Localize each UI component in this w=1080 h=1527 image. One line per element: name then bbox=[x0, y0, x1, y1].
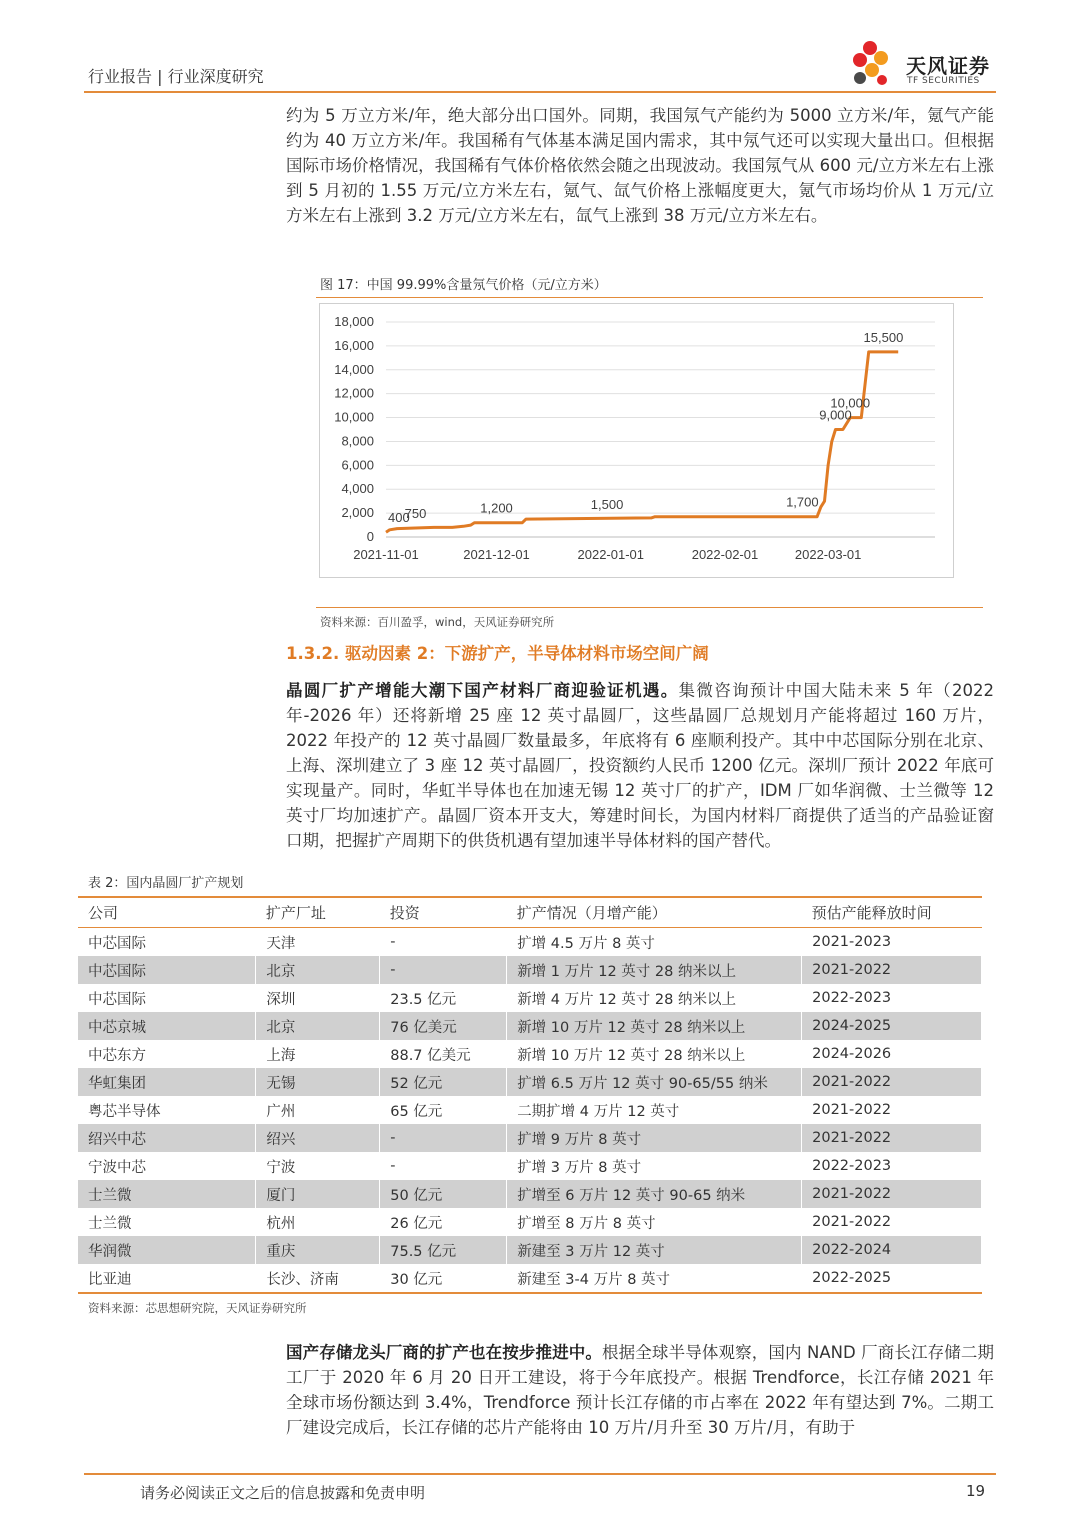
table-row bbox=[78, 928, 982, 957]
table-cell: 扩增至 8 万片 8 英寸 bbox=[507, 1208, 802, 1236]
table-cell: 2021-2022 bbox=[802, 1208, 982, 1236]
table-cell: 75.5 亿元 bbox=[380, 1236, 507, 1264]
table-cell: 扩增 9 万片 8 英寸 bbox=[507, 1124, 802, 1152]
table-row bbox=[78, 1236, 982, 1264]
table-cell: 新增 10 万片 12 英寸 28 纳米以上 bbox=[507, 1012, 802, 1040]
page-number: 19 bbox=[966, 1482, 986, 1500]
x-tick-label: 2022-03-01 bbox=[794, 547, 862, 562]
table-cell: 绍兴中芯 bbox=[78, 1124, 256, 1152]
table-row bbox=[78, 1264, 982, 1293]
logo-petal bbox=[854, 72, 866, 84]
table-cell: 52 亿元 bbox=[380, 1068, 507, 1096]
brand-name: 天风证券 bbox=[906, 54, 990, 78]
body-paragraph: 约为 5 万立方米/年，绝大部分出口国外。同期，我国氖气产能约为 5000 立方米/年，氪气产能约为 40 万立方米/年。我国稀有气体基本满足国内需求，其中氖气还可以实现大量出口。但根据国际市场价格情况，我国稀有气体价格依然会随之出现波动。我国氖气从 600 元/立方米左右上涨到 5 月初的 1.55 万元/立方米左右，氪气、氙气价格上涨幅度更大，氪气市场均价从 1 万元/立方米左右上涨到 3.2 万元/立方米左右，氙气上涨到 38 万元/立方米左右。 bbox=[286, 106, 994, 225]
table-cell: 绍兴 bbox=[256, 1124, 380, 1152]
table-cell: 2021-2023 bbox=[802, 928, 982, 957]
table-cell: 88.7 亿美元 bbox=[380, 1040, 507, 1068]
fab-expansion-table bbox=[78, 896, 982, 1294]
table-cell: 中芯国际 bbox=[78, 956, 256, 984]
table-cell: 新建至 3-4 万片 8 英寸 bbox=[507, 1264, 802, 1293]
data-label: 9,000 bbox=[819, 407, 852, 423]
logo-petal bbox=[863, 41, 877, 55]
table-cell: 50 亿元 bbox=[380, 1180, 507, 1208]
table-cell: 宁波中芯 bbox=[78, 1152, 256, 1180]
figure-title: 图 17：中国 99.99%含量氖气价格（元/立方米） bbox=[320, 278, 607, 293]
paragraph-lead: 晶圆厂扩产增能大潮下国产材料厂商迎验证机遇。 bbox=[286, 681, 679, 700]
table-cell: 76 亿美元 bbox=[380, 1012, 507, 1040]
table-cell: 新建至 3 万片 12 英寸 bbox=[507, 1236, 802, 1264]
table-cell: 中芯东方 bbox=[78, 1040, 256, 1068]
figure-bottom-divider bbox=[316, 607, 983, 608]
table-cell: - bbox=[380, 956, 507, 984]
table-cell: 26 亿元 bbox=[380, 1208, 507, 1236]
paragraph-text: 集微咨询预计中国大陆未来 5 年（2022 年-2026 年）还将新增 25 座 12 英寸晶圆厂，这些晶圆厂总规划月产能将超过 160 万片，2022 年投产的 12 英寸晶圆厂数量最多，年底将有 6 座顺利投产。其中中芯国际分别在北京、上海、深圳建立了 3 座 12 英寸晶圆厂，投资额约人民币 1200 亿元。深圳厂预计 2022 年底可实现量产。同时，华虹半导体也在加速无锡 12 英寸厂的扩产，IDM 厂如华润微、士兰微等 12 英寸厂均加速扩产。晶圆厂资本开支大，筹建时间长，为国内材料厂商提供了适当的产品验证窗口期，把握扩产周期下的供货机遇有望加速半导体材料的国产替代。 bbox=[286, 681, 995, 850]
table-cell: 23.5 亿元 bbox=[380, 984, 507, 1012]
table-cell: 无锡 bbox=[256, 1068, 380, 1096]
table-cell: - bbox=[380, 1152, 507, 1180]
table-cell: 中芯国际 bbox=[78, 984, 256, 1012]
table-row bbox=[78, 1124, 982, 1152]
y-tick-label: 18,000 bbox=[334, 314, 374, 329]
neon-price-chart bbox=[320, 304, 953, 577]
table-cell: 2024-2026 bbox=[802, 1040, 982, 1068]
column-header: 预估产能释放时间 bbox=[802, 897, 982, 928]
data-label: 400 bbox=[388, 510, 410, 526]
table-cell: 30 亿元 bbox=[380, 1264, 507, 1293]
table-cell: 比亚迪 bbox=[78, 1264, 256, 1293]
table-cell: 深圳 bbox=[256, 984, 380, 1012]
y-tick-label: 14,000 bbox=[334, 361, 374, 377]
table-cell: - bbox=[380, 1124, 507, 1152]
x-tick-label: 2021-12-01 bbox=[463, 547, 530, 562]
table-cell: 重庆 bbox=[256, 1236, 380, 1264]
table-cell: - bbox=[380, 928, 507, 957]
table-cell: 2022-2023 bbox=[802, 1152, 982, 1180]
column-header: 扩产情况（月增产能） bbox=[507, 897, 802, 928]
table-cell: 2021-2022 bbox=[802, 956, 982, 984]
logo-petal bbox=[865, 63, 879, 77]
data-label: 1,200 bbox=[480, 500, 513, 516]
table-cell: 北京 bbox=[256, 956, 380, 984]
table-cell: 二期扩增 4 万片 12 英寸 bbox=[507, 1096, 802, 1124]
table-cell: 2022-2023 bbox=[802, 984, 982, 1012]
data-label: 15,500 bbox=[863, 329, 904, 345]
table-cell: 粤芯半导体 bbox=[78, 1096, 256, 1124]
table-cell: 扩增 3 万片 8 英寸 bbox=[507, 1152, 802, 1180]
series-line bbox=[386, 352, 898, 532]
table-row bbox=[78, 1040, 982, 1068]
data-label: 750 bbox=[404, 506, 427, 522]
table-cell: 北京 bbox=[256, 1012, 380, 1040]
data-label: 1,700 bbox=[786, 494, 819, 510]
table-cell: 2024-2025 bbox=[802, 1012, 982, 1040]
table-cell: 2021-2022 bbox=[802, 1124, 982, 1152]
x-tick-label: 2022-02-01 bbox=[691, 547, 759, 562]
table-row bbox=[78, 1208, 982, 1236]
body-paragraph bbox=[286, 678, 994, 853]
table-cell: 新增 1 万片 12 英寸 28 纳米以上 bbox=[507, 956, 802, 984]
table-cell: 士兰微 bbox=[78, 1180, 256, 1208]
figure-source: 资料来源：百川盈孚，wind，天风证券研究所 bbox=[320, 615, 555, 629]
y-tick-label: 0 bbox=[366, 529, 374, 544]
table-cell: 宁波 bbox=[256, 1152, 380, 1180]
table-cell: 2022-2024 bbox=[802, 1236, 982, 1264]
brand-name-en: TF SECURITIES bbox=[907, 76, 980, 86]
data-label: 1,500 bbox=[590, 497, 624, 513]
table-cell: 上海 bbox=[256, 1040, 380, 1068]
body-paragraph bbox=[286, 1340, 994, 1440]
table-cell: 士兰微 bbox=[78, 1208, 256, 1236]
column-header: 公司 bbox=[78, 897, 256, 928]
table-row bbox=[78, 1180, 982, 1208]
paragraph-text: 根据全球半导体观察，国内 NAND 厂商长江存储二期工厂于 2020 年 6 月 20 日开工建设，将于今年底投产。根据 Trendforce，长江存储 2021 年全球市场份额达到 3.4%，Trendforce 预计长江存储的市占率在 2022 年有望达到 7%。二期工厂建设完成后，长江存储的芯片产能将由 10 万片/月升至 30 万片/月，有助于 bbox=[286, 1343, 994, 1437]
logo-petal bbox=[853, 53, 867, 67]
y-tick-label: 6,000 bbox=[341, 457, 374, 473]
logo-petal bbox=[877, 75, 887, 85]
y-tick-label: 16,000 bbox=[334, 337, 374, 353]
x-tick-label: 2022-01-01 bbox=[577, 547, 645, 562]
y-tick-label: 12,000 bbox=[334, 385, 374, 401]
table-row bbox=[78, 956, 982, 984]
figure-top-divider bbox=[316, 297, 983, 298]
table-cell: 2022-2025 bbox=[802, 1264, 982, 1293]
logo-petal bbox=[874, 51, 888, 65]
table-cell: 中芯国际 bbox=[78, 928, 256, 957]
table-row bbox=[78, 984, 982, 1012]
header-report-type: 行业报告 | 行业深度研究 bbox=[88, 67, 264, 86]
table-cell: 扩增 4.5 万片 8 英寸 bbox=[507, 928, 802, 957]
table-cell: 长沙、济南 bbox=[256, 1264, 380, 1293]
table-cell: 新增 10 万片 12 英寸 28 纳米以上 bbox=[507, 1040, 802, 1068]
table-cell: 65 亿元 bbox=[380, 1096, 507, 1124]
column-header: 投资 bbox=[380, 897, 507, 928]
column-header: 扩产厂址 bbox=[256, 897, 380, 928]
footer-divider bbox=[84, 1473, 996, 1475]
table-cell: 华润微 bbox=[78, 1236, 256, 1264]
paragraph-lead: 国产存储龙头厂商的扩产也在按步推进中。 bbox=[286, 1343, 603, 1362]
y-tick-label: 4,000 bbox=[341, 481, 374, 497]
table-header-row bbox=[78, 897, 982, 928]
table-cell: 2021-2022 bbox=[802, 1096, 982, 1124]
y-tick-label: 2,000 bbox=[341, 505, 374, 521]
table-cell: 新增 4 万片 12 英寸 28 纳米以上 bbox=[507, 984, 802, 1012]
y-tick-label: 8,000 bbox=[341, 433, 374, 449]
table-cell: 华虹集团 bbox=[78, 1068, 256, 1096]
header-divider bbox=[84, 91, 996, 93]
table-cell: 中芯京城 bbox=[78, 1012, 256, 1040]
table-cell: 天津 bbox=[256, 928, 380, 957]
footer-disclaimer: 请务必阅读正文之后的信息披露和免责申明 bbox=[140, 1484, 426, 1502]
table-cell: 扩增至 6 万片 12 英寸 90-65 纳米 bbox=[507, 1180, 802, 1208]
table-cell: 厦门 bbox=[256, 1180, 380, 1208]
table-cell: 2021-2022 bbox=[802, 1180, 982, 1208]
table-cell: 杭州 bbox=[256, 1208, 380, 1236]
y-tick-label: 10,000 bbox=[334, 409, 374, 425]
table-source: 资料来源：芯思想研究院，天风证券研究所 bbox=[88, 1301, 307, 1315]
x-tick-label: 2021-11-01 bbox=[353, 547, 419, 562]
table-row bbox=[78, 1068, 982, 1096]
section-heading: 1.3.2. 驱动因素 2：下游扩产，半导体材料市场空间广阔 bbox=[286, 644, 709, 663]
table-row bbox=[78, 1096, 982, 1124]
table-row bbox=[78, 1152, 982, 1180]
table-row bbox=[78, 1012, 982, 1040]
table-cell: 扩增 6.5 万片 12 英寸 90-65/55 纳米 bbox=[507, 1068, 802, 1096]
table-cell: 2021-2022 bbox=[802, 1068, 982, 1096]
table-title: 表 2：国内晶圆厂扩产规划 bbox=[88, 876, 244, 891]
data-label: 10,000 bbox=[830, 395, 871, 411]
table-cell: 广州 bbox=[256, 1096, 380, 1124]
chart-frame bbox=[319, 303, 954, 578]
